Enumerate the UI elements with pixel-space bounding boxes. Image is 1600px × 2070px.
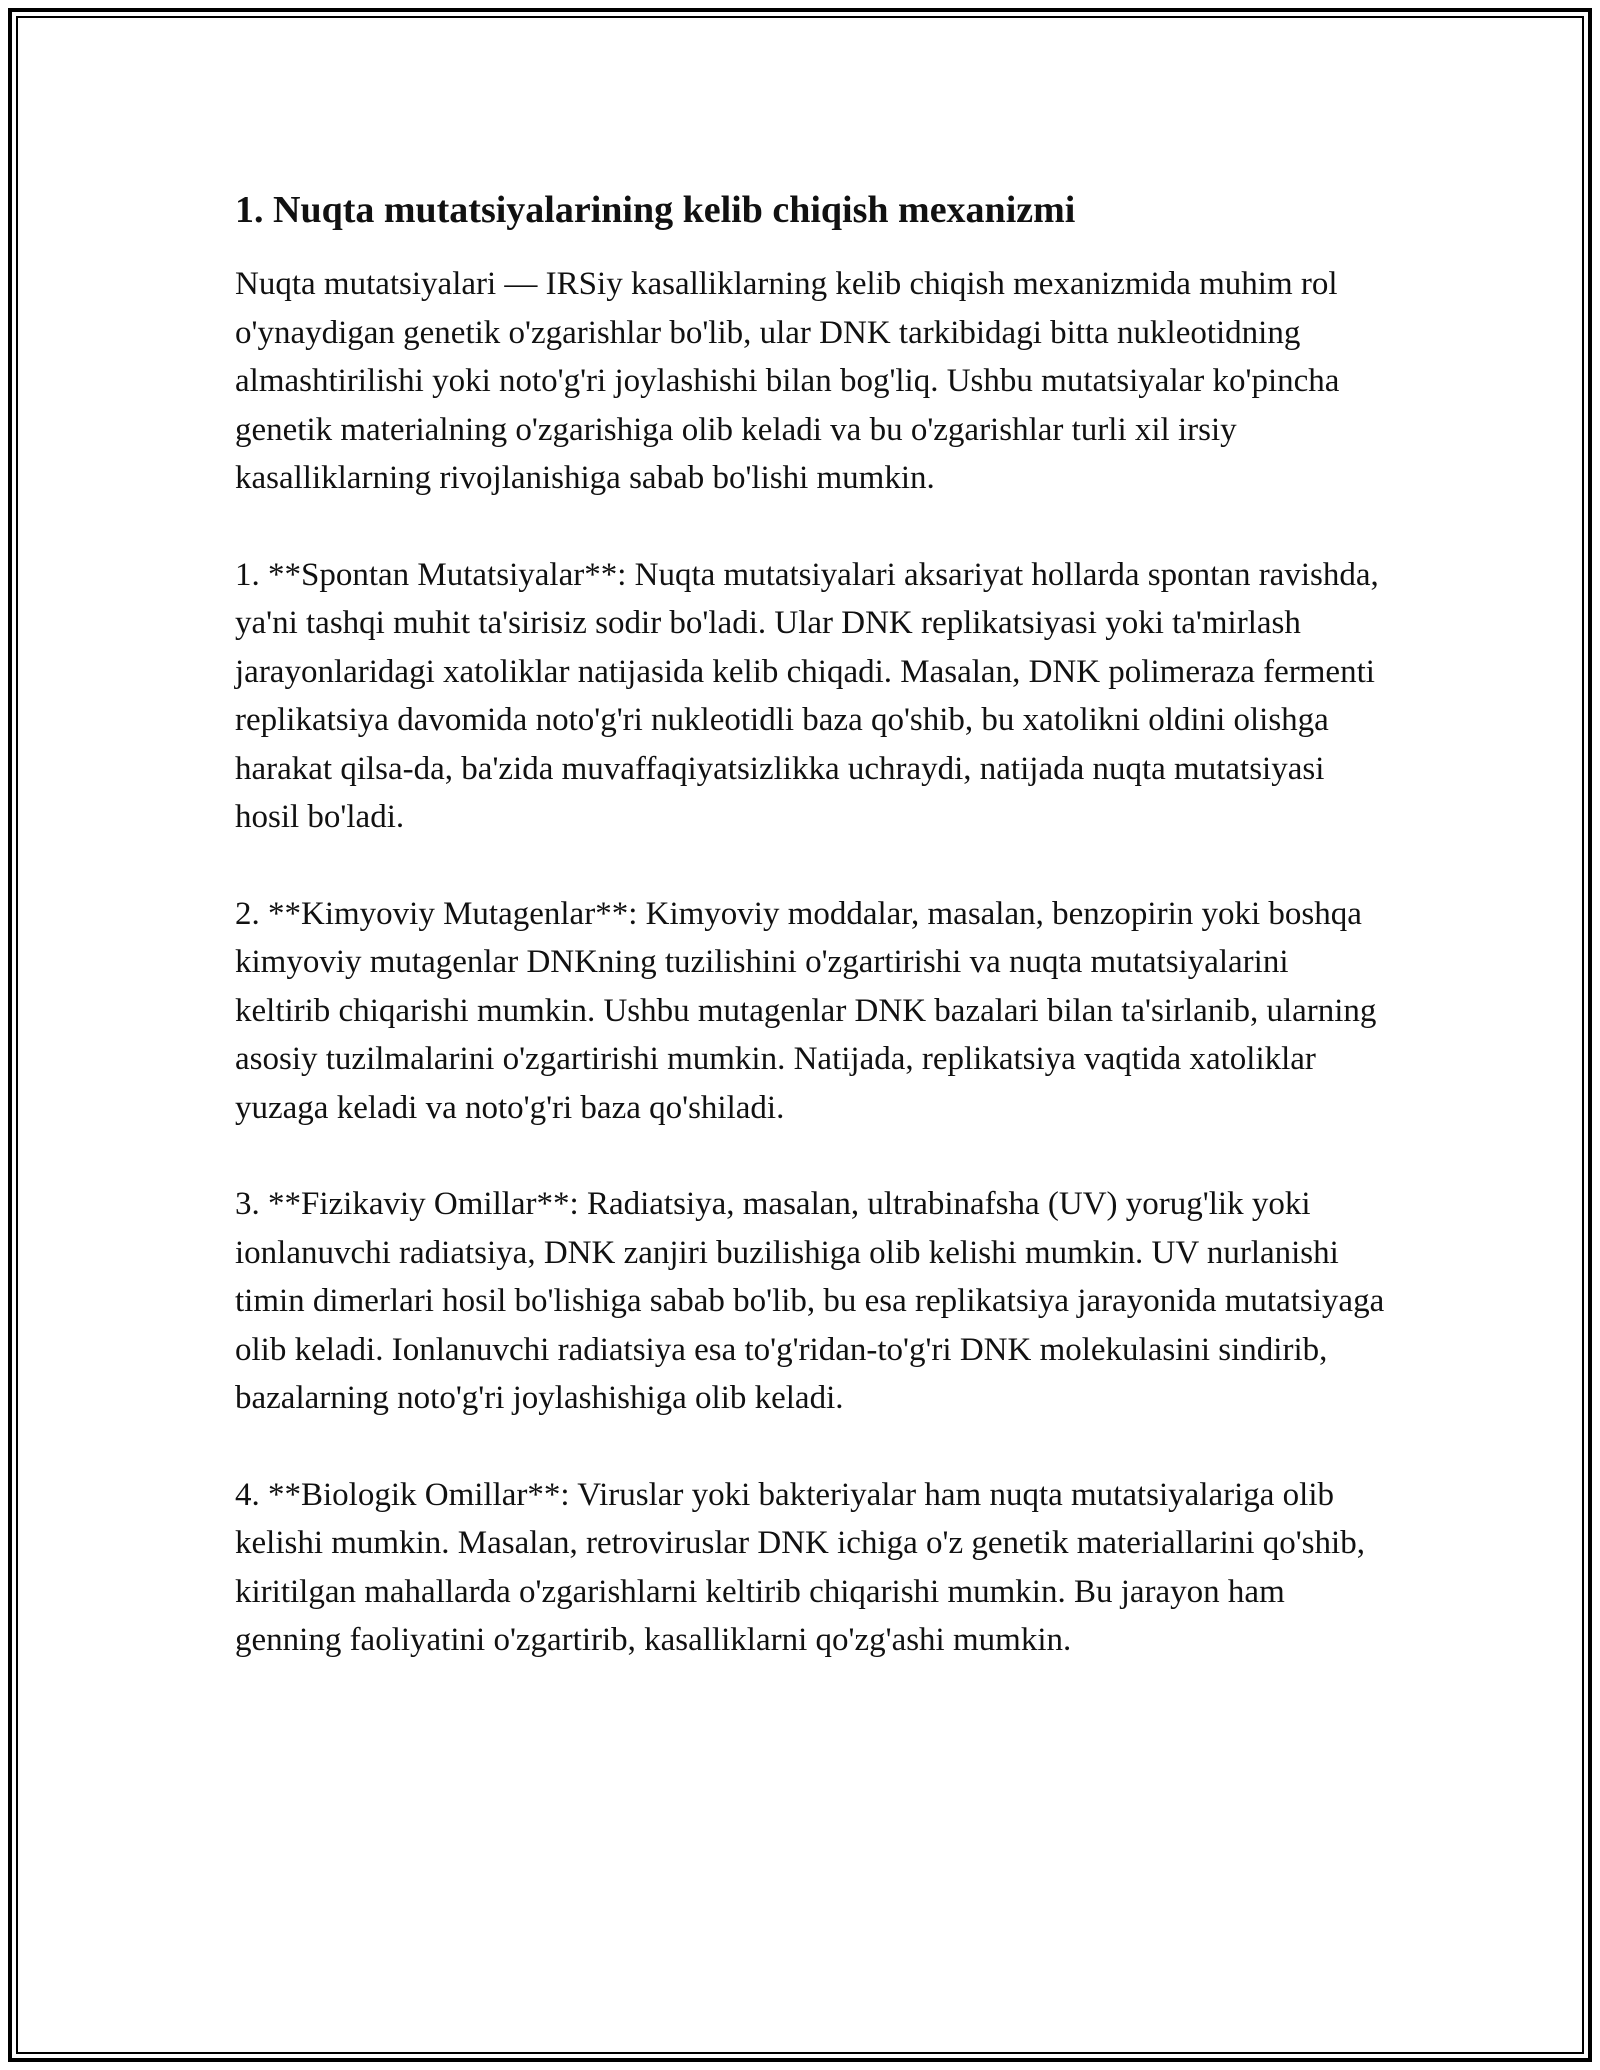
document-title: 1. Nuqta mutatsiyalarining kelib chiqish mexanizmi — [235, 189, 1076, 231]
paragraph-biologik-omillar: 4. **Biologik Omillar**: Viruslar yoki bakteriyalar ham nuqta mutatsiyalariga olib kelishi mumkin. Masalan, retroviruslar DNK ichiga o'z genetik materiallarini qo'shib, kiritilgan mahallarda o'zgarishlarni keltirib chiqarishi mumkin. Bu jarayon ham genning faoliyatini o'zgartirib, kasalliklarni qo'zg'ashi mumkin. — [235, 1476, 1365, 1658]
paragraph-kimyoviy-mutagenlar: 2. **Kimyoviy Mutagenlar**: Kimyoviy moddalar, masalan, benzopirin yoki boshqa kimyoviy mutagenlar DNKning tuzilishini o'zgartirishi va nuqta mutatsiyalarini keltirib chiqarishi mumkin. Ushbu mutagenlar DNK bazalari bilan ta'sirlanib, ularning asosiy tuzilmalarini o'zgartirishi mumkin. Natijada, replikatsiya vaqtida xatoliklar yuzaga keladi va noto'g'ri baza qo'shiladi. — [235, 895, 1377, 1126]
paragraph-spontan-mutatsiyalar: 1. **Spontan Mutatsiyalar**: Nuqta mutatsiyalari aksariyat hollarda spontan ravishda, ya'ni tashqi muhit ta'sirisiz sodir bo'ladi. Ular DNK replikatsiyasi yoki ta'mirlash jarayonlaridagi xatoliklar natijasida kelib chiqadi. Masalan, DNK polimeraza fermenti replikatsiya davomida noto'g'ri nukleotidli baza qo'shib, bu xatolikni oldini olishga harakat qilsa-da, ba'zida muvaffaqiyatsizlikka uchraydi, natijada nuqta mutatsiyasi hosil bo'ladi. — [235, 556, 1379, 835]
intro-paragraph: Nuqta mutatsiyalari — IRSiy kasalliklarning kelib chiqish mexanizmida muhim rol o'ynaydigan genetik o'zgarishlar bo'lib, ular DNK tarkibidagi bitta nukleotidning almashtirilishi yoki noto'g'ri joylashishi bilan bog'liq. Ushbu mutatsiyalar ko'pincha genetik materialning o'zgarishiga olib keladi va bu o'zgarishlar turli xil irsiy kasalliklarning rivojlanishiga sabab bo'lishi mumkin. — [235, 266, 1340, 496]
paragraph-fizikaviy-omillar: 3. **Fizikaviy Omillar**: Radiatsiya, masalan, ultrabinafsha (UV) yorug'lik yoki ionlanuvchi radiatsiya, DNK zanjiri buzilishiga olib kelishi mumkin. UV nurlanishi timin dimerlari hosil bo'lishiga sabab bo'lib, bu esa replikatsiya jarayonida mutatsiyaga olib keladi. Ionlanuvchi radiatsiya esa to'g'ridan-to'g'ri DNK molekulasini sindirib, bazalarning noto'g'ri joylashishiga olib keladi. — [235, 1186, 1385, 1416]
document-body — [235, 186, 1385, 1713]
